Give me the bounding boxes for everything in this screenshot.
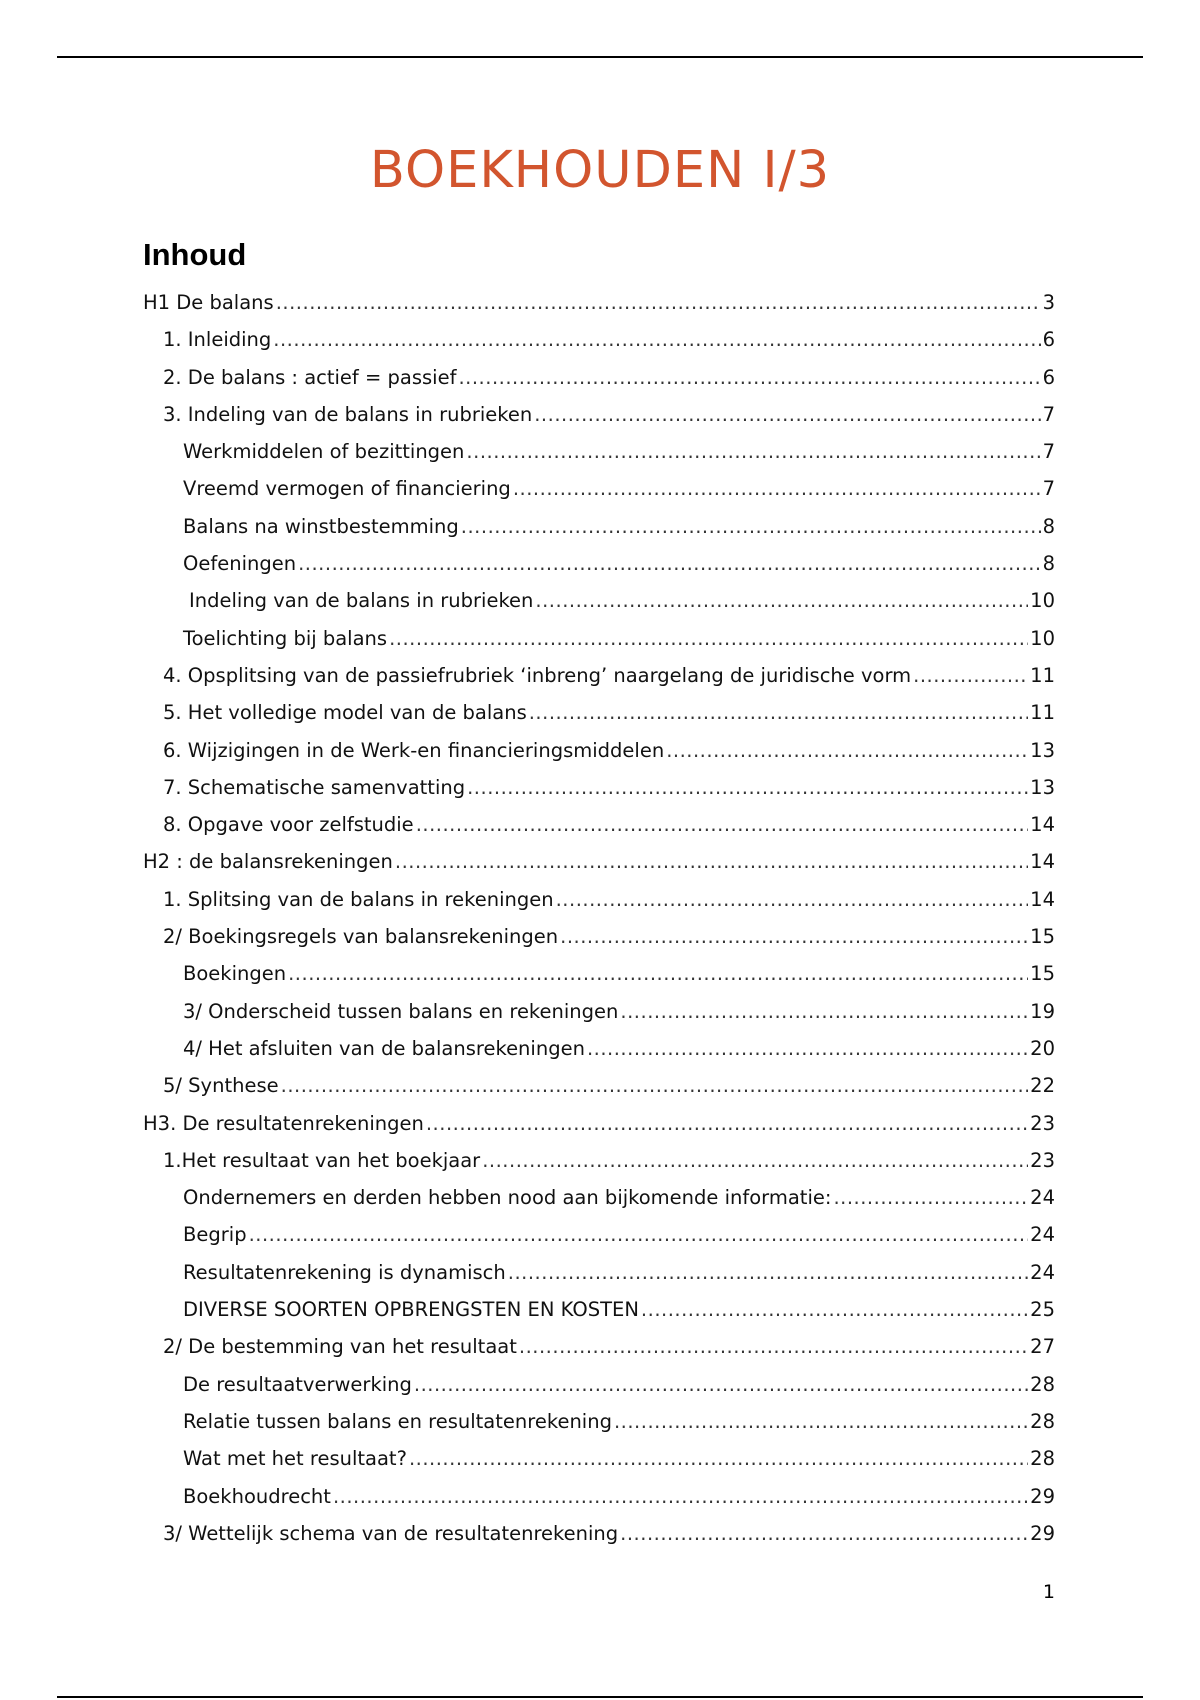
toc-leader (273, 325, 1040, 355)
toc-leader (508, 1258, 1028, 1288)
toc-entry[interactable] (143, 885, 1055, 922)
toc-entry-label: DIVERSE SOORTEN OPBRENGSTEN EN KOSTEN (183, 1298, 639, 1322)
toc-entry-page: 11 (1030, 663, 1055, 687)
toc-leader (249, 1220, 1029, 1250)
toc-leader (414, 1370, 1028, 1400)
toc-entry[interactable] (143, 661, 1055, 698)
toc-entry-label: 4. Opsplitsing van de passiefrubriek ‘inbreng’ naargelang de juridische vorm (163, 663, 912, 687)
toc-entry-page: 24 (1030, 1186, 1055, 1210)
toc-entry-page: 14 (1030, 850, 1055, 874)
toc-entry-page: 6 (1042, 328, 1055, 352)
toc-leader (833, 1183, 1028, 1213)
toc-entry-label: Boekingen (183, 962, 287, 986)
toc-entry-label: 3/ Onderscheid tussen balans en rekeningen (183, 999, 619, 1023)
toc-entry-label: 2/ De bestemming van het resultaat (163, 1335, 517, 1359)
toc-leader (482, 1146, 1028, 1176)
toc-entry-label: 5. Het volledige model van de balans (163, 701, 527, 725)
toc-entry-page: 25 (1030, 1298, 1055, 1322)
toc-leader (535, 586, 1028, 616)
toc-entry[interactable] (143, 1370, 1055, 1407)
toc-entry-label: Toelichting bij balans (183, 626, 388, 650)
toc-entry-page: 29 (1030, 1484, 1055, 1508)
toc-entry[interactable] (143, 624, 1055, 661)
toc-entry[interactable] (143, 1146, 1055, 1183)
toc-entry[interactable] (143, 698, 1055, 735)
toc-entry[interactable] (143, 1109, 1055, 1146)
toc-entry-label: Balans na winstbestemming (183, 514, 459, 538)
toc-entry-label: H2 : de balansrekeningen (143, 850, 393, 874)
toc-leader (913, 661, 1028, 691)
toc-entry-label: 1. Inleiding (163, 328, 272, 352)
toc-entry-label: 1.Het resultaat van het boekjaar (163, 1148, 481, 1172)
toc-entry-label: Begrip (183, 1223, 247, 1247)
document-title: BOEKHOUDEN I/3 (369, 141, 831, 200)
toc-leader (416, 810, 1028, 840)
toc-entry-label: Ondernemers en derden hebben nood aan bijkomende informatie: (183, 1186, 832, 1210)
toc-entry-page: 14 (1030, 813, 1055, 837)
toc-leader (276, 288, 1041, 318)
toc-leader (395, 847, 1028, 877)
toc-leader (666, 736, 1028, 766)
toc-entry[interactable] (143, 1332, 1055, 1369)
toc-entry-page: 11 (1030, 701, 1055, 725)
toc-entry-label: 4/ Het afsluiten van de balansrekeningen (183, 1036, 585, 1060)
toc-entry-label: Indeling van de balans in rubrieken (189, 589, 534, 613)
table-of-contents (143, 288, 1055, 1556)
toc-leader (534, 400, 1040, 430)
toc-leader (519, 1332, 1028, 1362)
footer-rule (57, 1696, 1143, 1698)
toc-leader (620, 997, 1028, 1027)
toc-entry[interactable] (143, 586, 1055, 623)
toc-entry-page: 24 (1030, 1223, 1055, 1247)
toc-entry[interactable] (143, 922, 1055, 959)
toc-entry[interactable] (143, 1407, 1055, 1444)
toc-entry-label: Wat met het resultaat? (183, 1447, 407, 1471)
toc-leader (281, 1071, 1029, 1101)
toc-entry-page: 23 (1030, 1111, 1055, 1135)
toc-entry-label: 3. Indeling van de balans in rubrieken (163, 402, 533, 426)
toc-leader (620, 1519, 1028, 1549)
toc-entry-label: H3. De resultatenrekeningen (143, 1111, 424, 1135)
toc-entry-page: 19 (1030, 999, 1055, 1023)
toc-entry-label: Resultatenrekening is dynamisch (183, 1260, 506, 1284)
toc-entry-page: 7 (1042, 402, 1055, 426)
toc-leader (298, 549, 1041, 579)
toc-entry-page: 28 (1030, 1409, 1055, 1433)
toc-entry-page: 15 (1030, 962, 1055, 986)
toc-entry[interactable] (143, 1258, 1055, 1295)
toc-entry[interactable] (143, 773, 1055, 810)
toc-entry[interactable] (143, 1071, 1055, 1108)
toc-entry-page: 27 (1030, 1335, 1055, 1359)
toc-entry-label: Werkmiddelen of bezittingen (183, 440, 465, 464)
toc-entry-label: 5/ Synthese (163, 1074, 279, 1098)
toc-entry-page: 7 (1042, 440, 1055, 464)
toc-leader (389, 624, 1028, 654)
toc-entry[interactable] (143, 1183, 1055, 1220)
toc-entry-page: 10 (1030, 589, 1055, 613)
toc-entry-page: 23 (1030, 1148, 1055, 1172)
toc-entry-label: 6. Wijzigingen in de Werk-en financieringsmiddelen (163, 738, 665, 762)
toc-leader (556, 885, 1029, 915)
toc-entry-page: 28 (1030, 1447, 1055, 1471)
toc-entry-label: 1. Splitsing van de balans in rekeningen (163, 887, 554, 911)
toc-leader (333, 1482, 1028, 1512)
toc-leader (288, 959, 1028, 989)
toc-entry-page: 8 (1042, 514, 1055, 538)
toc-entry-label: 7. Schematische samenvatting (163, 775, 466, 799)
toc-entry[interactable] (143, 847, 1055, 884)
toc-entry-label: 3/ Wettelijk schema van de resultatenrekening (163, 1521, 619, 1545)
toc-entry[interactable] (143, 437, 1055, 474)
toc-leader (426, 1109, 1028, 1139)
toc-entry-page: 15 (1030, 925, 1055, 949)
toc-entry[interactable] (143, 1220, 1055, 1257)
toc-entry-page: 3 (1042, 291, 1055, 314)
toc-leader (529, 698, 1028, 728)
toc-leader (587, 1034, 1028, 1064)
toc-leader (461, 512, 1041, 542)
toc-entry-page: 7 (1042, 477, 1055, 501)
toc-entry-page: 10 (1030, 626, 1055, 650)
toc-leader (641, 1295, 1028, 1325)
toc-entry-label: 2. De balans : actief = passief (163, 365, 457, 389)
toc-entry-page: 6 (1042, 365, 1055, 389)
toc-entry[interactable] (143, 512, 1055, 549)
toc-leader (466, 437, 1040, 467)
toc-entry-page: 28 (1030, 1372, 1055, 1396)
toc-leader (467, 773, 1028, 803)
toc-entry-label: Oefeningen (183, 552, 297, 576)
toc-entry[interactable] (143, 363, 1055, 400)
toc-entry-label: Relatie tussen balans en resultatenrekening (183, 1409, 612, 1433)
toc-entry[interactable] (143, 288, 1055, 325)
toc-entry[interactable] (143, 959, 1055, 996)
toc-entry-label: H1 De balans (143, 291, 274, 314)
toc-entry[interactable] (143, 1295, 1055, 1332)
toc-entry[interactable] (143, 1519, 1055, 1556)
toc-entry[interactable] (143, 325, 1055, 362)
toc-entry-page: 24 (1030, 1260, 1055, 1284)
toc-entry-page: 8 (1042, 552, 1055, 576)
toc-leader (560, 922, 1028, 952)
toc-entry-label: 8. Opgave voor zelfstudie (163, 813, 414, 837)
toc-entry-page: 20 (1030, 1036, 1055, 1060)
toc-leader (513, 474, 1041, 504)
toc-entry-page: 13 (1030, 738, 1055, 762)
toc-entry-page: 14 (1030, 887, 1055, 911)
toc-entry[interactable] (143, 1444, 1055, 1481)
toc-leader (458, 363, 1040, 393)
toc-entry[interactable] (143, 1482, 1055, 1519)
toc-leader (614, 1407, 1028, 1437)
toc-entry-page: 22 (1030, 1074, 1055, 1098)
toc-entry[interactable] (143, 810, 1055, 847)
toc-entry[interactable] (143, 997, 1055, 1034)
toc-entry[interactable] (143, 736, 1055, 773)
toc-entry-page: 13 (1030, 775, 1055, 799)
toc-heading: Inhoud (143, 237, 247, 272)
toc-entry-label: Vreemd vermogen of financiering (183, 477, 511, 501)
toc-entry[interactable] (143, 474, 1055, 511)
header-rule (57, 56, 1143, 58)
toc-entry[interactable] (143, 1034, 1055, 1071)
toc-entry-label: 2/ Boekingsregels van balansrekeningen (163, 925, 559, 949)
toc-entry-label: Boekhoudrecht (183, 1484, 331, 1508)
toc-entry[interactable] (143, 549, 1055, 586)
toc-leader (409, 1444, 1028, 1474)
toc-entry-page: 29 (1030, 1521, 1055, 1545)
page-number: 1 (1042, 1581, 1055, 1603)
toc-entry[interactable] (143, 400, 1055, 437)
toc-entry-label: De resultaatverwerking (183, 1372, 412, 1396)
